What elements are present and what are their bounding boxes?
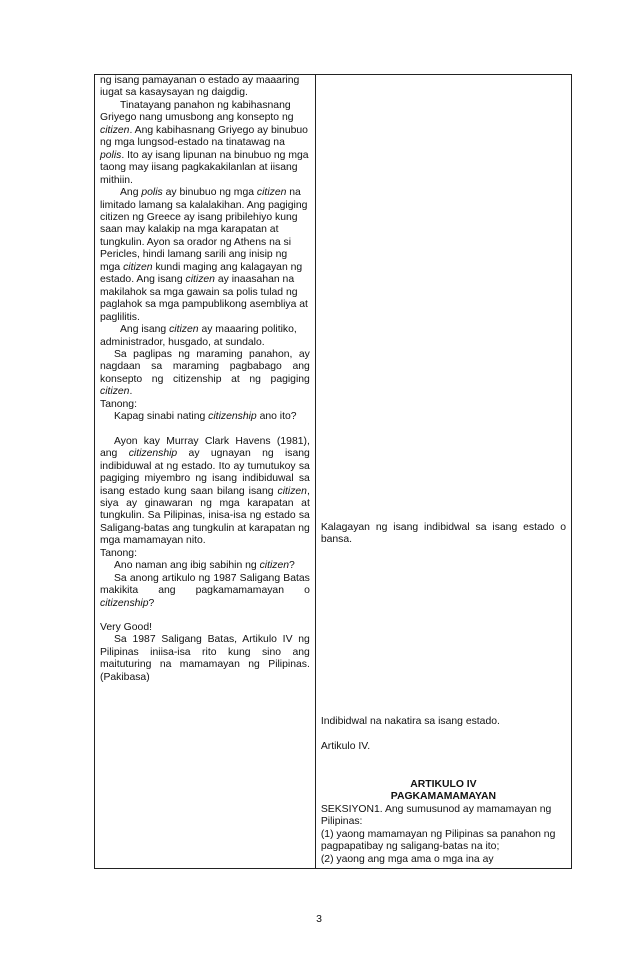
change-paragraph: Sa paglipas ng maraming panahon, ay nagdaan sa maraming pagbabago ang konsepto ng citizenship at ng pagiging citizen.: [100, 348, 310, 398]
teacher-column-cell: [95, 75, 316, 869]
article-heading: ARTIKULO IV: [410, 778, 477, 790]
question-label: Tanong:: [100, 398, 137, 410]
answer-article: Artikulo IV.: [320, 741, 371, 753]
spacer: [100, 424, 310, 436]
question-article: Sa anong artikulo ng 1987 Saligang Batas makikita ang pagkamamamayan o citizenship?: [100, 572, 310, 609]
page-number: 3: [316, 913, 322, 925]
table-row: [95, 75, 572, 869]
section-text: SEKSIYON1. Ang sumusunod ay mamamayan ng Pilipinas:: [320, 803, 552, 828]
spacer: [100, 610, 310, 622]
question-citizen: Ano naman ang ibig sabihin ng citizen?: [114, 560, 295, 572]
spacer: [321, 75, 566, 522]
question-citizenship: Kapag sinabi nating citizenship ano ito?: [114, 411, 297, 423]
article-subheading: PAGKAMAMAMAYAN: [390, 791, 497, 803]
praise-text: Very Good!: [100, 622, 152, 634]
polis-paragraph: Ang polis ay binubuo ng mga citizen na limitado lamang sa kalalakihan. Ang pagiging citizen ng Greece ay isang pribilehiyo kung saan may kalakip na mga karapatan at tungkulin. Ayon sa orador ng Athens na si Pericles, hindi lamang sarili ang inisip ng mga citizen kundi maging ang kalagayan ng estado. Ang isang citizen ay inaasahan na makilahok sa mga gawain sa polis tulad ng paglahok sa mga pampublikong asembliya at paglilitis.: [100, 187, 308, 323]
spacer: [321, 728, 566, 741]
lesson-table: [94, 74, 572, 869]
spacer: [321, 754, 566, 779]
student-column-cell: [315, 75, 571, 869]
constitution-paragraph: Sa 1987 Saligang Batas, Artikulo IV ng Pilipinas iniisa-isa rito kung sino ang maituturing na mamamayan ng Pilipinas. (Pakibasa): [100, 634, 310, 683]
spacer: [321, 547, 566, 716]
greek-paragraph: Tinatayang panahon ng kabihasnang Griyego nang umusbong ang konsepto ng citizen. Ang kabihasnang Griyego ay binubuo ng mga lungsod-estado na tinatawag na polis. Ito ay isang lipunan na binubuo ng mga taong may iisang pagkakakilanlan at iisang mithiin.: [100, 99, 309, 186]
answer-citizenship: Kalagayan ng isang indibidwal sa isang estado o bansa.: [320, 522, 566, 546]
section-item: (2) yaong ang mga ama o mga ina ay: [320, 853, 494, 865]
answer-citizen: Indibidwal na nakatira sa isang estado.: [320, 715, 500, 727]
roles-paragraph: Ang isang citizen ay maaaring politiko, administrador, husgado, at sundalo.: [100, 324, 297, 348]
question-label: Tanong:: [100, 547, 137, 559]
intro-paragraph: ng isang pamayanan o estado ay maaaring iugat sa kasaysayan ng daigdig.: [100, 75, 300, 99]
section-item: (1) yaong mamamayan ng Pilipinas sa panahon ng pagpapatibay ng saligang-batas na ito;: [320, 828, 556, 853]
havens-paragraph: Ayon kay Murray Clark Havens (1981), ang citizenship ay ugnayan ng isang indibiduwal at ng estado. Ito ay tumutukoy sa pagiging miyembro ng isang indibiduwal sa isang estado kung saan bilang isang citizen, siya ay ginawaran ng mga karapatan at tungkulin. Sa Pilipinas, inisa-isa ng estado sa Saligang-batas ang tungkulin at karapatan ng mga mamamayan nito.: [100, 435, 310, 547]
